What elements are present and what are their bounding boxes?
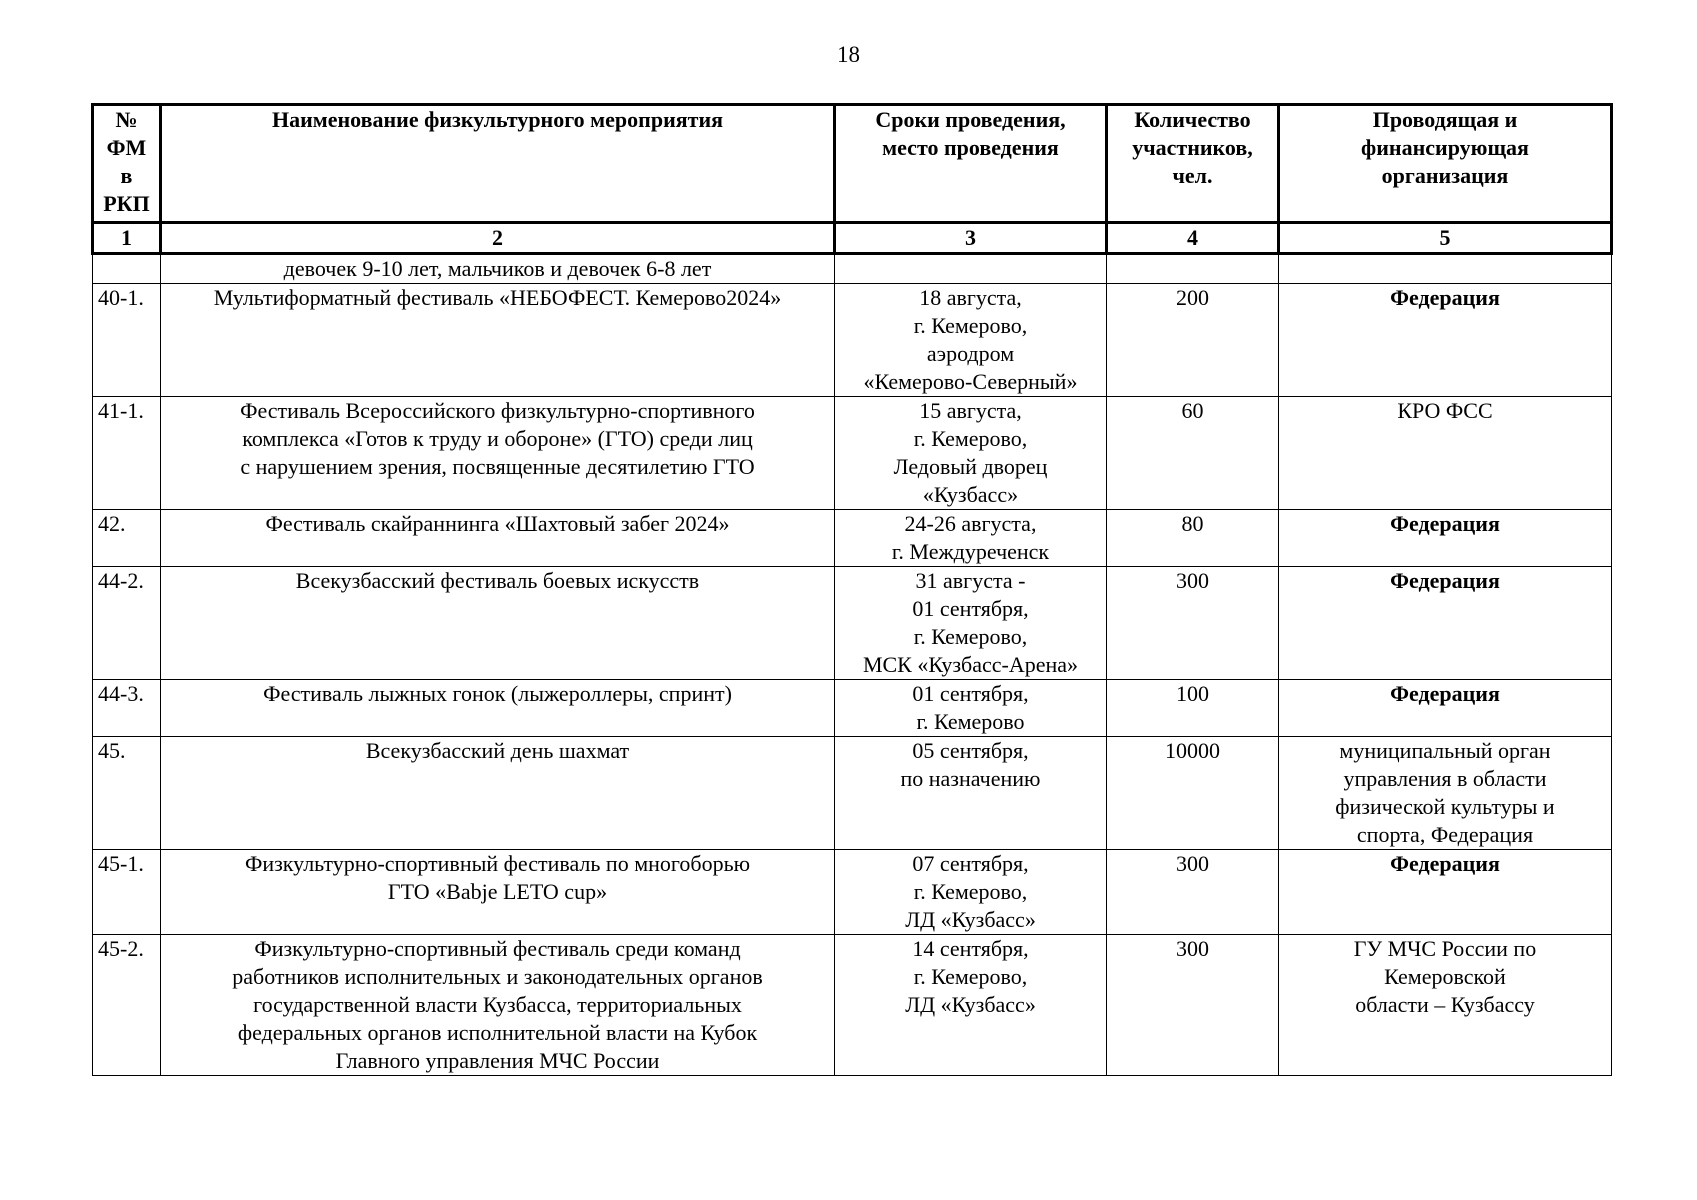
- participant-count: 300: [1107, 567, 1279, 680]
- table-row: [93, 397, 1612, 510]
- event-dates-place: 31 августа - 01 сентября, г. Кемерово, МСК «Кузбасс-Арена»: [835, 567, 1107, 680]
- column-number-row: [93, 223, 1612, 254]
- column-number: 3: [835, 223, 1107, 254]
- organization: [1279, 254, 1612, 284]
- row-number: 44-3.: [93, 680, 161, 737]
- organization: ГУ МЧС России по Кемеровской области – Кузбассу: [1279, 935, 1612, 1076]
- organization: Федерация: [1279, 850, 1612, 935]
- organization: Федерация: [1279, 567, 1612, 680]
- table-row: [93, 737, 1612, 850]
- event-dates-place: 14 сентября, г. Кемерово, ЛД «Кузбасс»: [835, 935, 1107, 1076]
- event-dates-place: 07 сентября, г. Кемерово, ЛД «Кузбасс»: [835, 850, 1107, 935]
- event-dates-place: 01 сентября, г. Кемерово: [835, 680, 1107, 737]
- participant-count: 200: [1107, 284, 1279, 397]
- row-number: 41-1.: [93, 397, 161, 510]
- header-participants: Количество участников, чел.: [1107, 105, 1279, 223]
- column-number: 1: [93, 223, 161, 254]
- event-name: Фестиваль Всероссийского физкультурно-спортивного комплекса «Готов к труду и обороне» (ГТО) среди лиц с нарушением зрения, посвященные десятилетию ГТО: [161, 397, 835, 510]
- row-number: 40-1.: [93, 284, 161, 397]
- organization: муниципальный орган управления в области физической культуры и спорта, Федерация: [1279, 737, 1612, 850]
- participant-count: 80: [1107, 510, 1279, 567]
- column-number: 2: [161, 223, 835, 254]
- table-row: [93, 284, 1612, 397]
- event-name: Фестиваль лыжных гонок (лыжероллеры, спринт): [161, 680, 835, 737]
- table-row: [93, 850, 1612, 935]
- participant-count: [1107, 254, 1279, 284]
- table-row: [93, 935, 1612, 1076]
- row-number: 44-2.: [93, 567, 161, 680]
- event-name: Всекузбасский день шахмат: [161, 737, 835, 850]
- header-number: № ФМ в РКП: [93, 105, 161, 223]
- event-dates-place: 05 сентября, по назначению: [835, 737, 1107, 850]
- participant-count: 100: [1107, 680, 1279, 737]
- header-dates-place: Сроки проведения, место проведения: [835, 105, 1107, 223]
- participant-count: 60: [1107, 397, 1279, 510]
- row-number: [93, 254, 161, 284]
- row-number: 45-2.: [93, 935, 161, 1076]
- row-number: 42.: [93, 510, 161, 567]
- table-body: [93, 254, 1612, 1076]
- event-name: Всекузбасский фестиваль боевых искусств: [161, 567, 835, 680]
- event-dates-place: [835, 254, 1107, 284]
- row-number: 45-1.: [93, 850, 161, 935]
- organization: Федерация: [1279, 284, 1612, 397]
- table-row: [93, 680, 1612, 737]
- column-number: 5: [1279, 223, 1612, 254]
- organization: Федерация: [1279, 680, 1612, 737]
- event-dates-place: 24-26 августа, г. Междуреченск: [835, 510, 1107, 567]
- header-organization: Проводящая и финансирующая организация: [1279, 105, 1612, 223]
- column-number: 4: [1107, 223, 1279, 254]
- header-event-name: Наименование физкультурного мероприятия: [161, 105, 835, 223]
- organization: Федерация: [1279, 510, 1612, 567]
- event-name: девочек 9-10 лет, мальчиков и девочек 6-8 лет: [161, 254, 835, 284]
- table-row: [93, 254, 1612, 284]
- event-name: Физкультурно-спортивный фестиваль среди команд работников исполнительных и законодательных органов государственной власти Кузбасса, территориальных федеральных органов исполнительной власти на Кубок Главного управления МЧС России: [161, 935, 835, 1076]
- participant-count: 10000: [1107, 737, 1279, 850]
- table-row: [93, 510, 1612, 567]
- organization: КРО ФСС: [1279, 397, 1612, 510]
- participant-count: 300: [1107, 935, 1279, 1076]
- event-name: Физкультурно-спортивный фестиваль по многоборью ГТО «Babje LETO cup»: [161, 850, 835, 935]
- event-name: Мультиформатный фестиваль «НЕБОФЕСТ. Кемерово2024»: [161, 284, 835, 397]
- event-dates-place: 18 августа, г. Кемерово, аэродром «Кемерово-Северный»: [835, 284, 1107, 397]
- table-header-row: [93, 105, 1612, 223]
- page-number: 18: [837, 42, 860, 67]
- event-name: Фестиваль скайраннинга «Шахтовый забег 2024»: [161, 510, 835, 567]
- event-dates-place: 15 августа, г. Кемерово, Ледовый дворец «Кузбасс»: [835, 397, 1107, 510]
- events-table: [91, 103, 1613, 1076]
- table-row: [93, 567, 1612, 680]
- participant-count: 300: [1107, 850, 1279, 935]
- row-number: 45.: [93, 737, 161, 850]
